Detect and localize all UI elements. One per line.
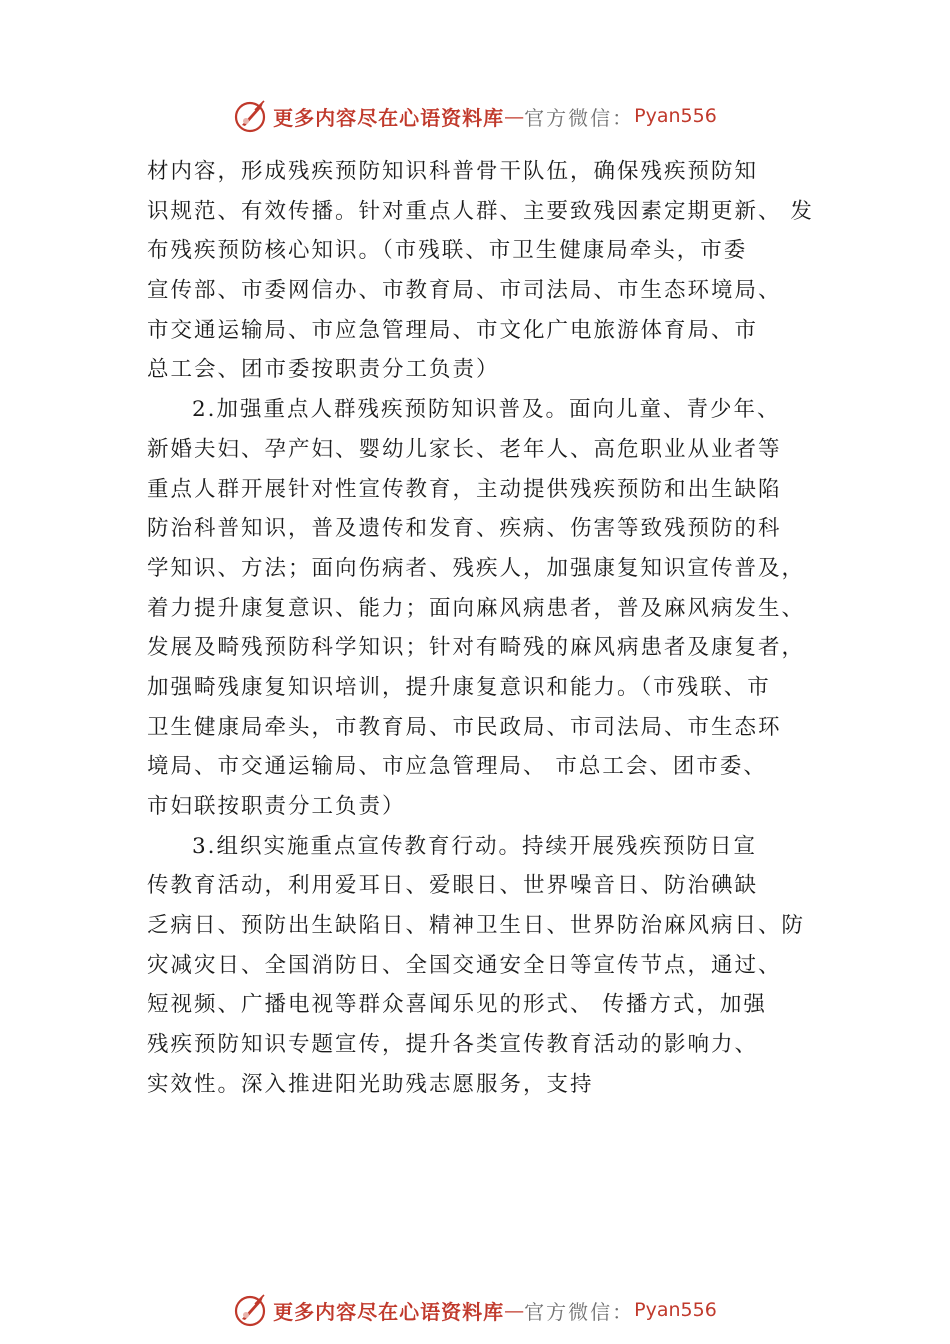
text-line: 乏病日、预防出生缺陷日、精神卫生日、世界防治麻风病日、防 — [147, 913, 806, 939]
text-line: 残疾预防知识专题宣传，提升各类宣传教育活动的影响力、 — [147, 1032, 759, 1058]
text-line: 防治科普知识，普及遗传和发育、疾病、伤害等致残预防的科 — [147, 516, 782, 542]
text-line: 境局、市交通运输局、市应急管理局、 市总工会、团市委、 — [147, 754, 767, 780]
text-line: 市交通运输局、市应急管理局、市文化广电旅游体育局、市 — [147, 317, 759, 343]
text-line: 卫生健康局牵头，市教育局、市民政局、市司法局、市生态环 — [147, 714, 782, 740]
watermark-dash: — — [504, 104, 525, 128]
watermark-wechat-label: 官方微信： — [524, 105, 635, 130]
text-line: 发展及畸残预防科学知识；针对有畸残的麻风病患者及康复者， — [147, 635, 806, 661]
text-line: 重点人群开展针对性宣传教育，主动提供残疾预防和出生缺陷 — [147, 476, 782, 502]
text-line: 学知识、方法；面向伤病者、残疾人，加强康复知识宣传普及， — [147, 555, 806, 581]
watermark-brand: 更多内容尽在心语资料库 — [273, 1299, 505, 1324]
paragraph-heading-3: 3.组织实施重点宣传教育行动。持续开展残疾预防日宣 — [192, 833, 758, 859]
text-line: 宣传部、市委网信办、市教育局、市司法局、市生态环境局、 — [147, 278, 782, 304]
text-line: 材内容，形成残疾预防知识科普骨干队伍，确保残疾预防知 — [147, 159, 759, 184]
watermark-dash: — — [504, 1298, 525, 1322]
watermark-wechat-id: Pyan556 — [634, 1299, 717, 1321]
text-line: 灾减灾日、全国消防日、全国交通安全日等宣传节点，通过、 — [147, 952, 782, 978]
text-line: 短视频、广播电视等群众喜闻乐见的形式、 传播方式，加强 — [147, 992, 767, 1018]
text-line: 识规范、有效传播。针对重点人群、主要致残因素定期更新、 发 — [147, 198, 814, 224]
text-line: 传教育活动，利用爱耳日、爱眼日、世界噪音日、防治碘缺 — [147, 873, 759, 899]
text-line: 新婚夫妇、孕产妇、婴幼儿家长、老年人、高危职业从业者等 — [147, 436, 782, 462]
text-line: 加强畸残康复知识培训，提升康复意识和能力。（市残联、市 — [147, 674, 771, 700]
paragraph-heading-2: 2.加强重点人群残疾预防知识普及。面向儿童、青少年、 — [192, 397, 781, 423]
watermark-brand: 更多内容尽在心语资料库 — [273, 105, 505, 130]
text-line: 着力提升康复意识、能力；面向麻风病患者，普及麻风病发生、 — [147, 595, 806, 621]
quill-logo-icon — [233, 1292, 269, 1328]
footer-watermark — [0, 1290, 950, 1330]
watermark-wechat-id: Pyan556 — [634, 105, 717, 127]
quill-logo-icon — [233, 98, 269, 134]
header-watermark — [0, 96, 950, 136]
document-body — [147, 152, 837, 1105]
text-line: 市妇联按职责分工负责） — [147, 794, 406, 819]
text-line: 布残疾预防核心知识。（市残联、市卫生健康局牵头，市委 — [147, 238, 748, 264]
watermark-wechat-label: 官方微信： — [524, 1299, 635, 1324]
text-line: 总工会、团市委按职责分工负责） — [147, 357, 500, 383]
text-line: 实效性。深入推进阳光助残志愿服务，支持 — [147, 1071, 594, 1097]
